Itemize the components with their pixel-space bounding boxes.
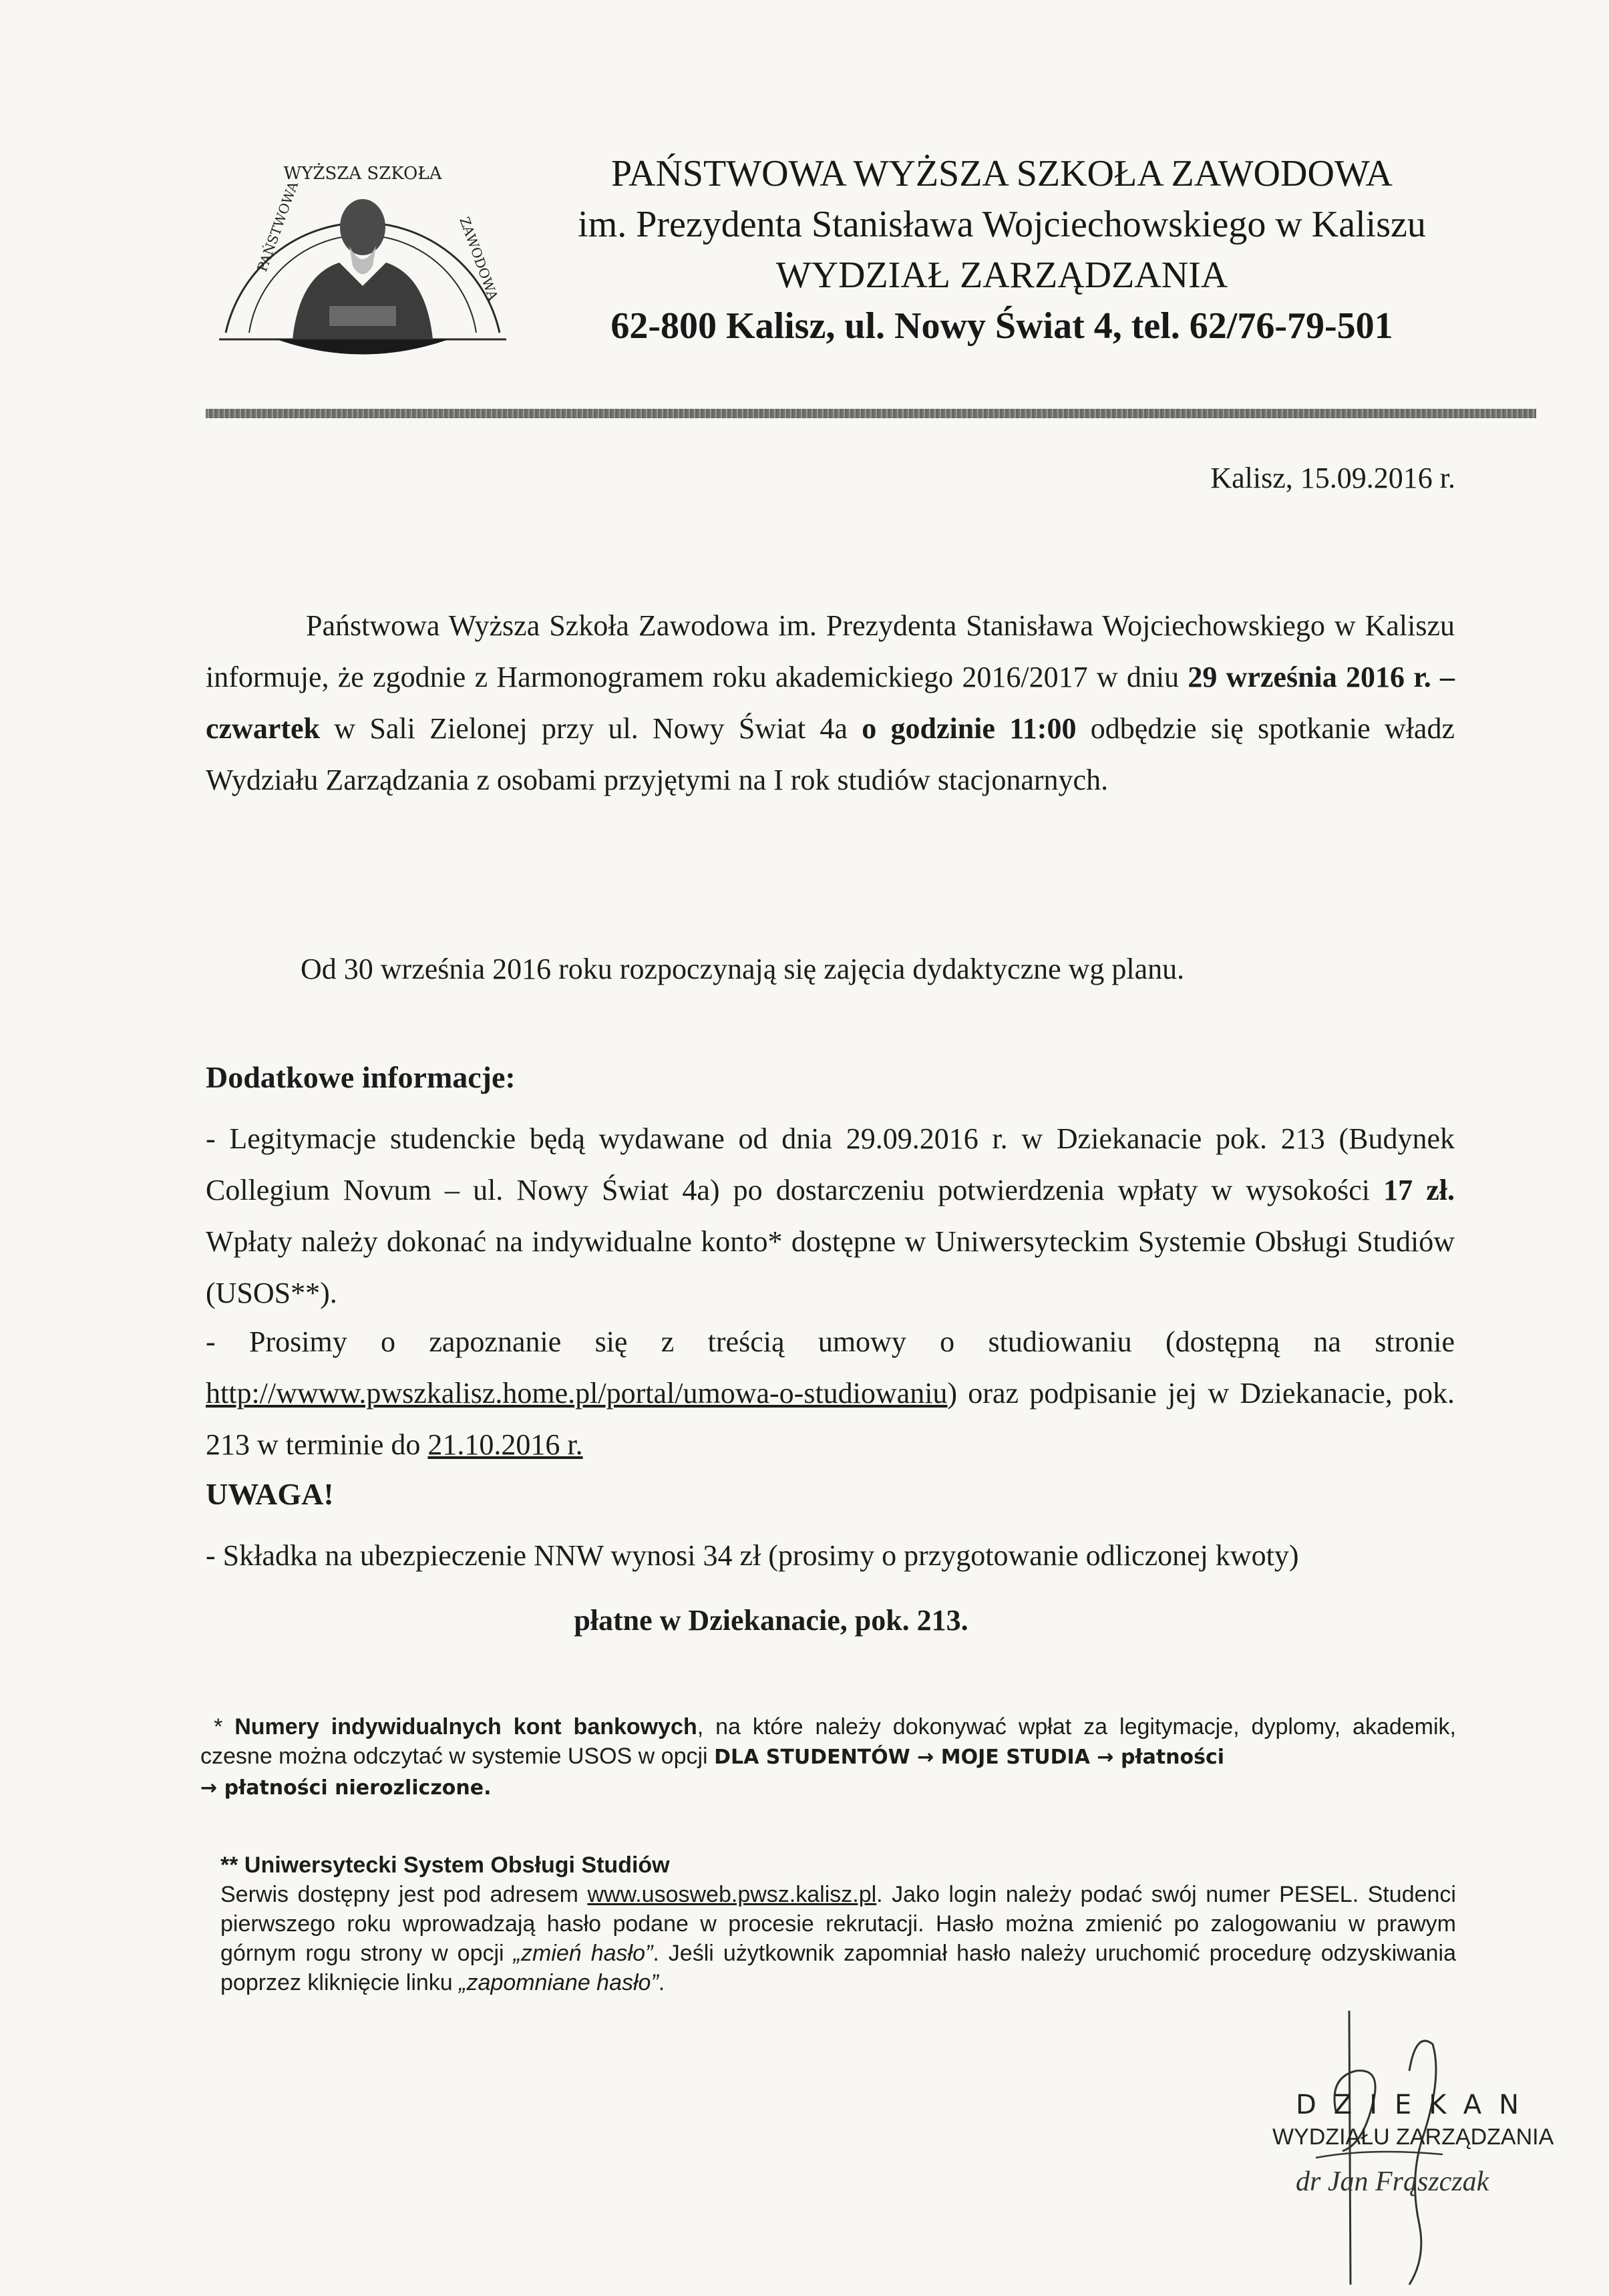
arrow-icon: → xyxy=(200,1776,224,1800)
signature-title: DZIEKAN xyxy=(1296,2090,1537,2120)
additional-info-heading: Dodatkowe informacje: xyxy=(206,1060,516,1094)
agreement-deadline: 21.10.2016 r. xyxy=(427,1428,583,1461)
fn1-text-c: , na które należy dokonywać wpłat za legitymacje, dyplomy, akademik, czesne można odczytać w systemie USOS w opcji xyxy=(200,1714,1457,1769)
study-agreement-info xyxy=(206,1316,1455,1470)
para1-text-c: w Sali Zielonej przy ul. Nowy Świat 4a xyxy=(320,712,862,745)
usos-menu-payments: płatności xyxy=(1120,1746,1225,1769)
usos-menu-unsettled-payments: płatności nierozliczone. xyxy=(224,1776,492,1800)
university-seal xyxy=(212,139,513,366)
fn2-title: ** Uniwersytecki System Obsługi Studiów xyxy=(220,1852,670,1878)
para1-text-e: odbędzie się spotkanie władz Wydziału Zarządzania z osobami przyjętymi na I rok studiów stacjonarnych. xyxy=(206,712,1455,796)
item2-text-b: ) oraz podpisanie jej w Dziekanacie, pok. 213 w terminie do xyxy=(206,1377,1455,1461)
fn1-heading: Numery indywidualnych kont bankowych xyxy=(234,1714,697,1740)
arrow-icon: → xyxy=(910,1746,941,1769)
payment-location: płatne w Dziekanacie, pok. 213. xyxy=(574,1604,968,1637)
fn1-marker: * xyxy=(214,1714,235,1740)
institution-header xyxy=(534,148,1469,351)
signature-department: WYDZIAŁU ZARZĄDZANIA xyxy=(1272,2124,1554,2150)
item1-text-a: - Legitymacje studenckie będą wydawane od dnia 29.09.2016 r. w Dziekanacie pok. 213 (Budynek Collegium Novum – ul. Nowy Świat 4a) po dostarczeniu potwierdzenia wpłaty w wysokości xyxy=(206,1122,1455,1206)
svg-text:PAŃSTWOWA: PAŃSTWOWA xyxy=(254,179,302,274)
svg-text:WYŻSZA SZKOŁA: WYŻSZA SZKOŁA xyxy=(283,164,442,184)
insurance-info: - Składka na ubezpieczenie NNW wynosi 34 zł (prosimy o przygotowanie odliczonej kwoty) xyxy=(206,1539,1299,1572)
arrow-icon: → xyxy=(1089,1746,1121,1769)
institution-address: 62-800 Kalisz, ul. Nowy Świat 4, tel. 62/76-79-501 xyxy=(610,305,1393,347)
faculty-name: WYDZIAŁ ZARZĄDZANIA xyxy=(775,255,1228,296)
item1-text-c: Wpłaty należy dokonać na indywidualne konto* dostępne w Uniwersyteckim Systemie Obsługi Studiów (USOS**). xyxy=(206,1225,1455,1309)
footnote-usos xyxy=(220,1850,1456,1997)
para1-text-a: Państwowa Wyższa Szkoła Zawodowa im. Prezydenta Stanisława Wojciechowskiego w Kaliszu informuje, że zgodnie z Harmonogramem roku akademickiego 2016/2017 w dniu xyxy=(206,609,1455,693)
fn2-text-d: . Jeśli użytkownik zapomniał hasło należy uruchomić procedurę odzyskiwania poprzez kliknięcie linku xyxy=(220,1941,1456,1995)
announcement-paragraph xyxy=(206,600,1455,806)
fn2-text-a: Serwis dostępny jest pod adresem xyxy=(220,1882,588,1907)
classes-start-paragraph: Od 30 września 2016 roku rozpoczynają się zajęcia dydaktyczne wg planu. xyxy=(301,953,1185,985)
meeting-date: 29 września 2016 r. – czwartek xyxy=(206,661,1455,745)
fee-amount: 17 zł. xyxy=(1383,1174,1455,1206)
signature-name: dr Jan Frąszczak xyxy=(1296,2166,1489,2197)
fn2-text-b: . Jako login należy podać swój numer PESEL. Studenci pierwszego roku wprowadzają hasło podane w procesie rekrutacji. Hasło można zmienić po zalogowaniu w prawym górnym rogu strony w opcji xyxy=(220,1882,1456,1966)
document-date: Kalisz, 15.09.2016 r. xyxy=(1210,462,1455,494)
meeting-time: o godzinie 11:00 xyxy=(862,712,1077,745)
svg-text:ZAWODOWA: ZAWODOWA xyxy=(456,214,502,303)
footnote-bank-accounts xyxy=(200,1712,1456,1803)
institution-name: PAŃSTWOWA WYŻSZA SZKOŁA ZAWODOWA xyxy=(611,153,1393,194)
fn2-text-f: . xyxy=(658,1970,665,1995)
agreement-link[interactable]: http://wwww.pwszkalisz.home.pl/portal/umowa-o-studiowaniu xyxy=(206,1377,948,1410)
change-password-option: „zmień hasło” xyxy=(513,1941,653,1966)
usos-link[interactable]: www.usosweb.pwsz.kalisz.pl xyxy=(587,1882,877,1907)
item2-text-a: - Prosimy o zapoznanie się z treścią umowy o studiowaniu (dostępną na stronie xyxy=(206,1325,1455,1358)
usos-menu-my-studies: MOJE STUDIA xyxy=(940,1746,1090,1769)
student-id-info xyxy=(206,1113,1455,1319)
institution-patron: im. Prezydenta Stanisława Wojciechowskiego w Kaliszu xyxy=(578,204,1426,245)
forgot-password-link: „zapomniane hasło” xyxy=(459,1970,659,1995)
header-divider xyxy=(206,409,1536,418)
warning-heading: UWAGA! xyxy=(206,1477,334,1511)
usos-menu-students: DLA STUDENTÓW xyxy=(714,1746,910,1769)
